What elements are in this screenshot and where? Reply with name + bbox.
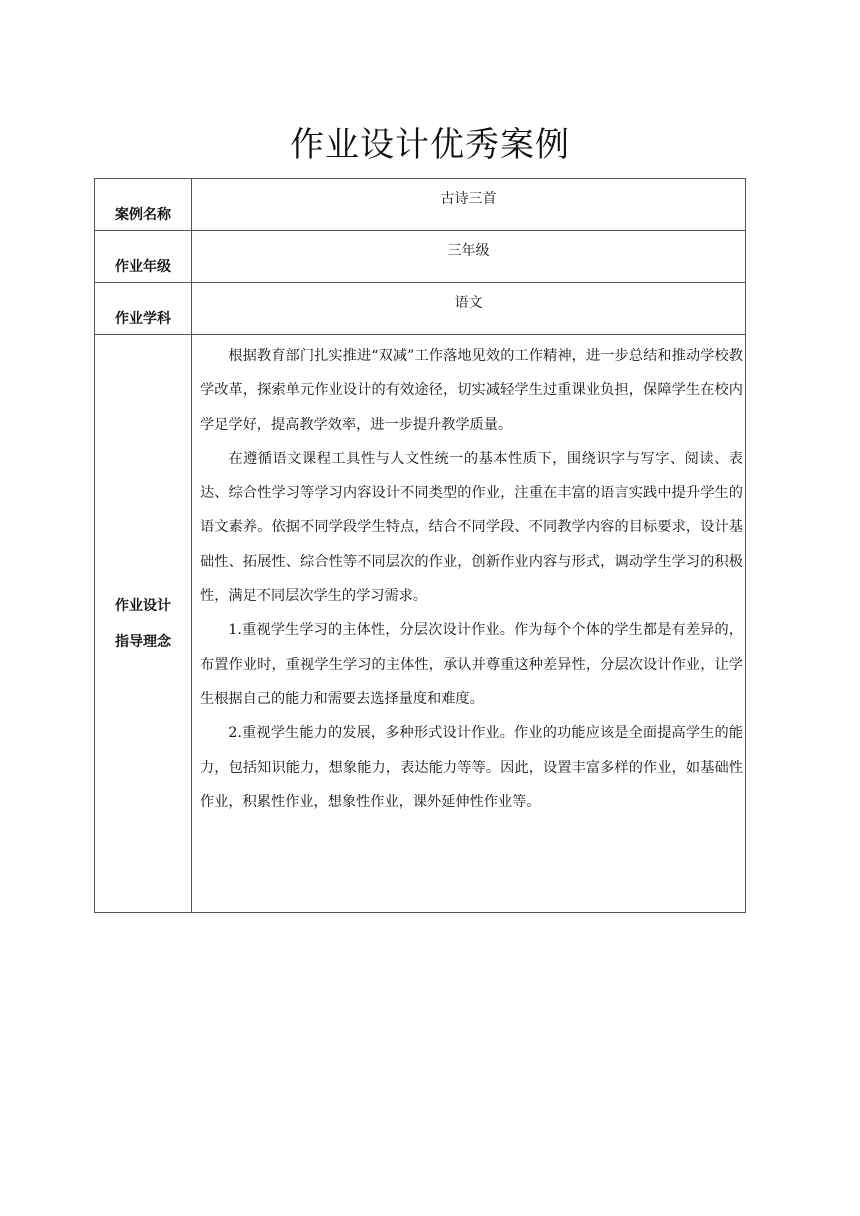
grade-label: 作业年级	[95, 231, 192, 283]
subject-label: 作业学科	[95, 283, 192, 335]
table-row-grade	[95, 231, 746, 283]
table-row-case-name	[95, 179, 746, 231]
grade-value: 三年级	[192, 231, 746, 283]
philosophy-label-line-1: 作业设计	[115, 597, 171, 614]
table-row-philosophy	[95, 335, 746, 913]
philosophy-paragraph-1: 根据教育部门扎实推进“双减”工作落地见效的工作精神，进一步总结和推动学校教学改革，探索单元作业设计的有效途径，切实减轻学生过重课业负担，保障学生在校内学足学好，提高教学效率，进一步提升教学质量。	[200, 348, 743, 433]
philosophy-paragraph-3: 1.重视学生学习的主体性，分层次设计作业。作为每个个体的学生都是有差异的，布置作业时，重视学生学习的主体性，承认并尊重这种差异性，分层次设计作业，让学生根据自己的能力和需要去选择量度和难度。	[200, 622, 743, 707]
philosophy-label	[95, 335, 192, 913]
philosophy-label-line-2: 指导理念	[115, 633, 171, 650]
subject-value: 语文	[192, 283, 746, 335]
table-row-subject	[95, 283, 746, 335]
case-name-label: 案例名称	[95, 179, 192, 231]
philosophy-paragraph-4: 2.重视学生能力的发展，多种形式设计作业。作业的功能应该是全面提高学生的能力，包括知识能力，想象能力，表达能力等等。因此，设置丰富多样的作业，如基础性作业，积累性作业，想象性作业，课外延伸性作业等。	[200, 725, 743, 810]
philosophy-text	[192, 335, 745, 819]
case-name-value: 古诗三首	[192, 179, 746, 231]
page-title: 作业设计优秀案例	[290, 125, 570, 165]
philosophy-content	[192, 335, 746, 913]
case-info-table	[94, 178, 746, 913]
philosophy-paragraph-2: 在遵循语文课程工具性与人文性统一的基本性质下，围绕识字与写字、阅读、表达、综合性学习等学习内容设计不同类型的作业，注重在丰富的语言实践中提升学生的语文素养。依据不同学段学生特点，结合不同学段、不同教学内容的目标要求，设计基础性、拓展性、综合性等不同层次的作业，创新作业内容与形式，调动学生学习的积极性，满足不同层次学生的学习需求。	[200, 450, 743, 605]
